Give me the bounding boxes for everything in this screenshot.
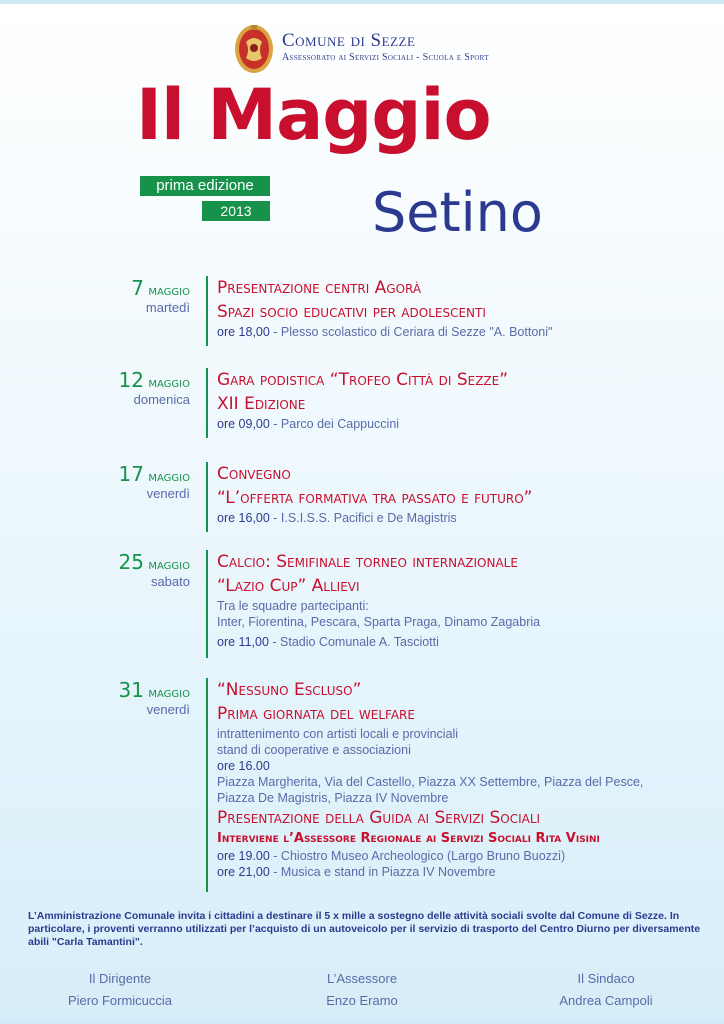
event-title: “Nessuno Escluso” [217, 680, 362, 700]
event-title: Presentazione centri Agorà [217, 278, 422, 298]
event-weekday: venerdì [146, 702, 190, 717]
event-speaker: Interviene l’Assessore Regionale ai Servizi Sociali Rita Visini [217, 831, 600, 846]
event-subtitle: “Lazio Cup” Allievi [217, 576, 360, 596]
event-subtitle: Prima giornata del welfare [217, 704, 415, 724]
edition-year-badge: 2013 [202, 201, 270, 221]
event-subtitle: “L’offerta formativa tra passato e futuro” [217, 488, 533, 508]
event-detail: ore 11,00 - Stadio Comunale A. Tasciotti [217, 635, 439, 649]
event-title: Calcio: Semifinale torneo internazionale [217, 552, 518, 572]
event-place: Piazza Margherita, Via del Castello, Piazza XX Settembre, Piazza del Pesce, [217, 775, 644, 789]
signature-role: L’Assessore [326, 971, 398, 986]
event-subtitle: XII Edizione [217, 394, 306, 414]
top-border [0, 0, 724, 4]
event-subtitle: Spazi socio educativi per adolescenti [217, 302, 486, 322]
signature-sindaco [526, 968, 686, 1012]
signature-role: Il Dirigente [88, 971, 152, 986]
event-note: Tra le squadre partecipanti: [217, 599, 369, 613]
event-divider [206, 550, 208, 658]
page-title: Il Maggio [136, 74, 491, 156]
event-note: Inter, Fiorentina, Pescara, Sparta Praga, Dinamo Zagabria [217, 615, 541, 629]
event-divider [206, 368, 208, 438]
event-weekday: domenica [133, 392, 190, 407]
event-content [217, 276, 717, 340]
signature-role: Il Sindaco [577, 971, 635, 986]
event-content [217, 678, 717, 880]
event-time: ore 16.00 [217, 759, 270, 773]
edition-badge: prima edizione [140, 176, 270, 196]
event-weekday: venerdì [146, 486, 190, 501]
event-divider [206, 678, 208, 892]
signature-name: Piero Formicuccia [67, 993, 173, 1008]
event-detail: ore 16,00 - I.S.I.S.S. Pacifici e De Magistris [217, 511, 457, 525]
bottom-border [0, 1020, 724, 1024]
event-date: 25 maggio [118, 550, 190, 574]
signature-assessore [282, 968, 442, 1012]
event-weekday: sabato [150, 574, 190, 589]
event-place: Piazza De Magistris, Piazza IV Novembre [217, 791, 449, 805]
signature-dirigente [40, 968, 200, 1012]
event-weekday: martedì [145, 300, 190, 315]
event-title: Convegno [217, 464, 291, 484]
event-note: stand di cooperative e associazioni [217, 743, 411, 757]
municipal-crest-icon [234, 24, 274, 74]
event-divider [206, 462, 208, 532]
event-date: 17 maggio [118, 462, 190, 486]
event-title-2: Presentazione della Guida ai Servizi Sociali [217, 808, 541, 828]
event-content [217, 550, 717, 650]
event-detail: ore 21,00 - Musica e stand in Piazza IV Novembre [217, 865, 496, 879]
event-content [217, 368, 717, 432]
page-subtitle: Setino [372, 181, 543, 244]
event-content [217, 462, 717, 526]
event-date: 12 maggio [118, 368, 190, 392]
municipality-name: Comune di Sezze [282, 30, 416, 51]
department-name: Assessorato ai Servizi Sociali - Scuola e Sport [282, 52, 489, 63]
event-detail: ore 19.00 - Chiostro Museo Archeologico (Largo Bruno Buozzi) [217, 849, 566, 863]
event-note: intrattenimento con artisti locali e provinciali [217, 727, 459, 741]
event-detail: ore 09,00 - Parco dei Cappuccini [217, 417, 400, 431]
signature-name: Enzo Eramo [326, 993, 398, 1008]
event-date: 7 maggio [131, 276, 190, 300]
event-date: 31 maggio [118, 678, 190, 702]
event-title: Gara podistica “Trofeo Città di Sezze” [217, 370, 509, 390]
event-detail: ore 18,00 - Plesso scolastico di Ceriara di Sezze "A. Bottoni" [217, 325, 553, 339]
event-divider [206, 276, 208, 346]
signature-name: Andrea Campoli [559, 993, 653, 1008]
footer-note: L’Amministrazione Comunale invita i cittadini a destinare il 5 x mille a sostegno delle attività sociali svolte dal Comune di Sezze. In particolare, i proventi verranno utilizzati per l’acquisto di un autoveicolo per il servizio di trasporto del Centro Diurno per diversamente abili "Carla Tamantini". [28, 910, 701, 948]
